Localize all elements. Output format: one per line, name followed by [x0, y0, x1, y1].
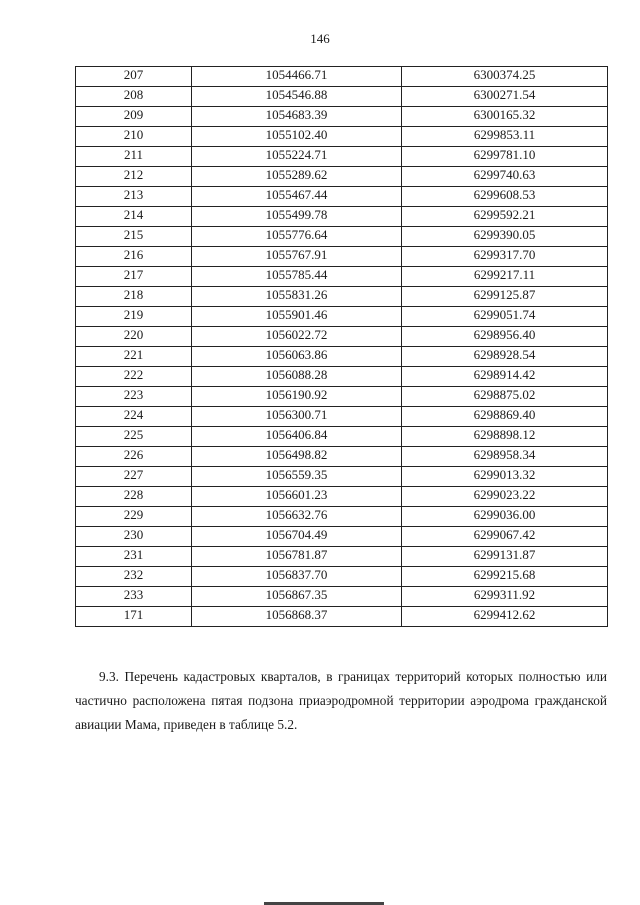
- point-number-cell: 233: [76, 587, 192, 607]
- x-coordinate-cell: 1055776.64: [192, 227, 402, 247]
- y-coordinate-cell: 6300374.25: [402, 67, 608, 87]
- x-coordinate-cell: 1056088.28: [192, 367, 402, 387]
- table-row: [76, 547, 608, 567]
- x-coordinate-cell: 1056022.72: [192, 327, 402, 347]
- y-coordinate-cell: 6299036.00: [402, 507, 608, 527]
- y-coordinate-cell: 6299131.87: [402, 547, 608, 567]
- x-coordinate-cell: 1056704.49: [192, 527, 402, 547]
- y-coordinate-cell: 6299608.53: [402, 187, 608, 207]
- point-number-cell: 212: [76, 167, 192, 187]
- x-coordinate-cell: 1055785.44: [192, 267, 402, 287]
- point-number-cell: 208: [76, 87, 192, 107]
- x-coordinate-cell: 1055289.62: [192, 167, 402, 187]
- point-number-cell: 226: [76, 447, 192, 467]
- y-coordinate-cell: 6298875.02: [402, 387, 608, 407]
- x-coordinate-cell: 1056781.87: [192, 547, 402, 567]
- y-coordinate-cell: 6299390.05: [402, 227, 608, 247]
- point-number-cell: 216: [76, 247, 192, 267]
- point-number-cell: 230: [76, 527, 192, 547]
- section-paragraph: 9.3. Перечень кадастровых кварталов, в границах территорий которых полностью или частично расположена пятая подзона приаэродромной территории аэродрома гражданской авиации Мама, приведен в таблице 5.2.: [75, 669, 607, 733]
- y-coordinate-cell: 6299781.10: [402, 147, 608, 167]
- point-number-cell: 211: [76, 147, 192, 167]
- table-row: [76, 567, 608, 587]
- table-row: [76, 147, 608, 167]
- x-coordinate-cell: 1056190.92: [192, 387, 402, 407]
- table-row: [76, 347, 608, 367]
- table-row: [76, 587, 608, 607]
- table-row: [76, 247, 608, 267]
- table-row: [76, 287, 608, 307]
- table-row: [76, 87, 608, 107]
- coordinates-table-body: [76, 67, 608, 627]
- x-coordinate-cell: 1055831.26: [192, 287, 402, 307]
- point-number-cell: 224: [76, 407, 192, 427]
- table-row: [76, 527, 608, 547]
- x-coordinate-cell: 1056559.35: [192, 467, 402, 487]
- table-row: [76, 307, 608, 327]
- point-number-cell: 171: [76, 607, 192, 627]
- table-row: [76, 427, 608, 447]
- x-coordinate-cell: 1056868.37: [192, 607, 402, 627]
- y-coordinate-cell: 6299853.11: [402, 127, 608, 147]
- point-number-cell: 217: [76, 267, 192, 287]
- point-number-cell: 222: [76, 367, 192, 387]
- table-row: [76, 267, 608, 287]
- y-coordinate-cell: 6298956.40: [402, 327, 608, 347]
- point-number-cell: 210: [76, 127, 192, 147]
- y-coordinate-cell: 6298898.12: [402, 427, 608, 447]
- y-coordinate-cell: 6299592.21: [402, 207, 608, 227]
- point-number-cell: 225: [76, 427, 192, 447]
- y-coordinate-cell: 6299311.92: [402, 587, 608, 607]
- point-number-cell: 207: [76, 67, 192, 87]
- y-coordinate-cell: 6300165.32: [402, 107, 608, 127]
- x-coordinate-cell: 1055767.91: [192, 247, 402, 267]
- table-row: [76, 187, 608, 207]
- x-coordinate-cell: 1056601.23: [192, 487, 402, 507]
- x-coordinate-cell: 1055224.71: [192, 147, 402, 167]
- x-coordinate-cell: 1056837.70: [192, 567, 402, 587]
- point-number-cell: 215: [76, 227, 192, 247]
- y-coordinate-cell: 6299317.70: [402, 247, 608, 267]
- x-coordinate-cell: 1056498.82: [192, 447, 402, 467]
- table-row: [76, 507, 608, 527]
- table-row: [76, 447, 608, 467]
- y-coordinate-cell: 6299013.32: [402, 467, 608, 487]
- x-coordinate-cell: 1056063.86: [192, 347, 402, 367]
- table-row: [76, 387, 608, 407]
- table-row: [76, 227, 608, 247]
- page-number: 146: [310, 31, 330, 46]
- table-row: [76, 367, 608, 387]
- x-coordinate-cell: 1054466.71: [192, 67, 402, 87]
- y-coordinate-cell: 6299740.63: [402, 167, 608, 187]
- point-number-cell: 232: [76, 567, 192, 587]
- y-coordinate-cell: 6299125.87: [402, 287, 608, 307]
- table-row: [76, 167, 608, 187]
- point-number-cell: 219: [76, 307, 192, 327]
- x-coordinate-cell: 1056406.84: [192, 427, 402, 447]
- x-coordinate-cell: 1056867.35: [192, 587, 402, 607]
- y-coordinate-cell: 6299051.74: [402, 307, 608, 327]
- table-row: [76, 207, 608, 227]
- x-coordinate-cell: 1056300.71: [192, 407, 402, 427]
- table-row: [76, 327, 608, 347]
- x-coordinate-cell: 1055499.78: [192, 207, 402, 227]
- y-coordinate-cell: 6298869.40: [402, 407, 608, 427]
- table-row: [76, 607, 608, 627]
- point-number-cell: 221: [76, 347, 192, 367]
- x-coordinate-cell: 1055901.46: [192, 307, 402, 327]
- point-number-cell: 214: [76, 207, 192, 227]
- point-number-cell: 209: [76, 107, 192, 127]
- y-coordinate-cell: 6299215.68: [402, 567, 608, 587]
- y-coordinate-cell: 6299067.42: [402, 527, 608, 547]
- point-number-cell: 229: [76, 507, 192, 527]
- table-row: [76, 407, 608, 427]
- y-coordinate-cell: 6298958.34: [402, 447, 608, 467]
- y-coordinate-cell: 6299412.62: [402, 607, 608, 627]
- point-number-cell: 220: [76, 327, 192, 347]
- x-coordinate-cell: 1055102.40: [192, 127, 402, 147]
- point-number-cell: 227: [76, 467, 192, 487]
- point-number-cell: 213: [76, 187, 192, 207]
- x-coordinate-cell: 1056632.76: [192, 507, 402, 527]
- table-row: [76, 107, 608, 127]
- point-number-cell: 231: [76, 547, 192, 567]
- x-coordinate-cell: 1054546.88: [192, 87, 402, 107]
- y-coordinate-cell: 6299023.22: [402, 487, 608, 507]
- x-coordinate-cell: 1055467.44: [192, 187, 402, 207]
- y-coordinate-cell: 6298928.54: [402, 347, 608, 367]
- table-row: [76, 127, 608, 147]
- coordinates-table: [75, 66, 608, 627]
- y-coordinate-cell: 6298914.42: [402, 367, 608, 387]
- table-row: [76, 67, 608, 87]
- point-number-cell: 223: [76, 387, 192, 407]
- point-number-cell: 218: [76, 287, 192, 307]
- y-coordinate-cell: 6299217.11: [402, 267, 608, 287]
- point-number-cell: 228: [76, 487, 192, 507]
- table-row: [76, 487, 608, 507]
- y-coordinate-cell: 6300271.54: [402, 87, 608, 107]
- table-row: [76, 467, 608, 487]
- x-coordinate-cell: 1054683.39: [192, 107, 402, 127]
